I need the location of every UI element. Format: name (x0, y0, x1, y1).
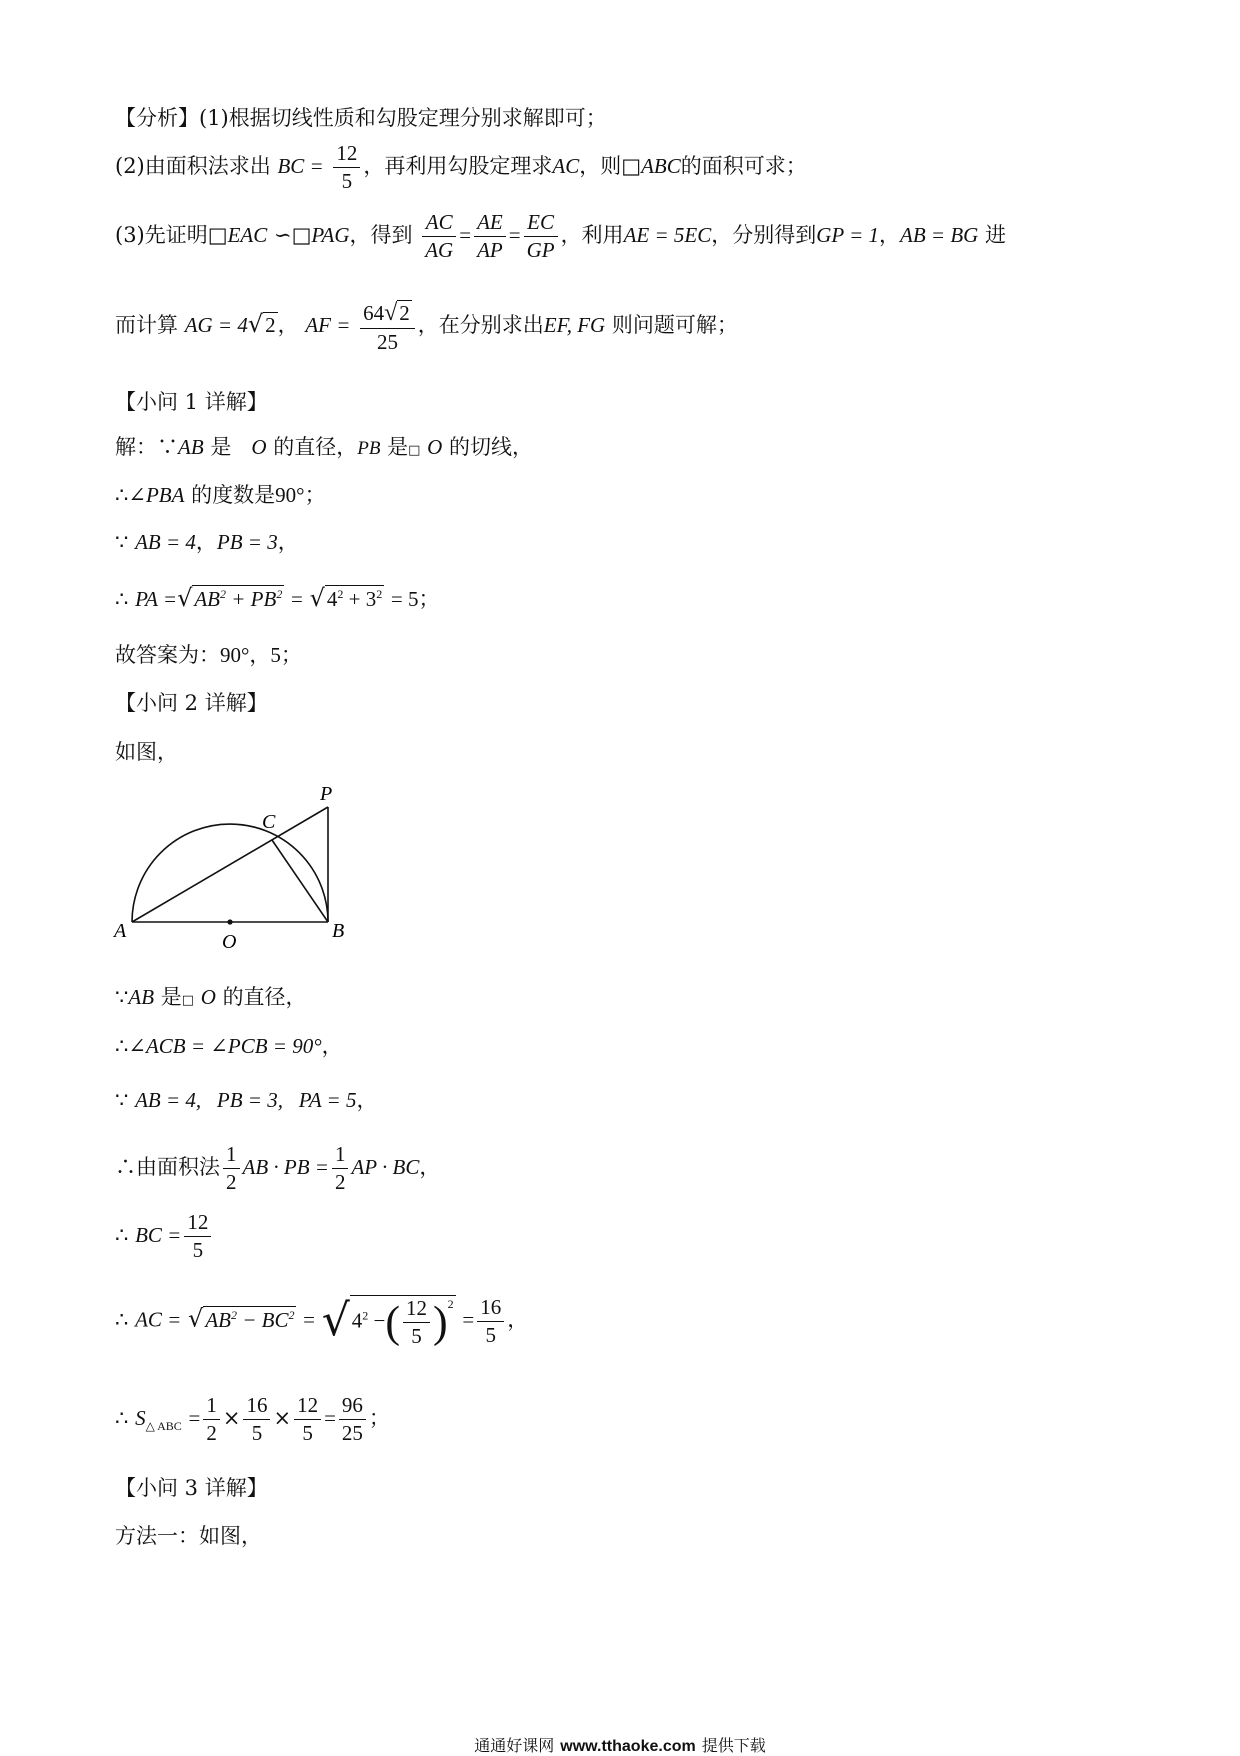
q2-step-6: ∴ AC = $√AB^2 - BC^2 = √4^2$ −( $\frac{12}{5}$ )$^2$ = $\frac{16}{5}$ ， (115, 1294, 529, 1348)
center-o-point (227, 919, 232, 924)
fraction: $\frac{1}{2}$ (203, 1395, 220, 1444)
q3-method: 方法一：如图， (115, 1524, 262, 1548)
analysis-line-3: (3)先证明□EAC ∽□PAG，得到 $\frac{AC}{AG}$ = $\frac{AE}{AP}$ = $\frac{EC}{GP}$ ，利用AE = 5EC，分别得到GP = 1，AB = BG 进 (115, 210, 1007, 262)
fraction: $\frac{1}{2}$ (223, 1144, 240, 1193)
footer-download: 提供下载 (701, 1736, 766, 1755)
q2-as-figure: 如图， (115, 740, 178, 764)
q1-step-2: ∴∠PBA 的度数是90°； (115, 483, 326, 507)
footer-url[interactable]: www.tthaoke.com (560, 1738, 696, 1755)
q2-step-4: ∴由面积法 $\frac{1}{2}$ AB · PB = $\frac{1}{2}$ AP · BC， (115, 1142, 441, 1194)
fraction: $\frac{64√2}{25}$ (360, 300, 415, 353)
fraction: $\frac{16}{5}$ (243, 1395, 270, 1444)
analysis-heading: 【分析】 (115, 106, 199, 130)
q2-step-2: ∴∠ACB = ∠PCB = 90°， (115, 1034, 343, 1058)
q2-step-7: ∴ $S_{\triangle ABC}$ = $\frac{1}{2}$ × $\frac{16}{5}$ × $\frac{12}{5}$ = $\frac{96}{25}$ ； (115, 1393, 390, 1445)
geometry-figure (110, 780, 370, 960)
fraction: $\frac{AC}{AG}$ (422, 212, 456, 261)
label-o: O (222, 931, 237, 953)
analysis-line-4: 而计算 AG = 4√2， AF = $\frac{64√2}{25}$ ，在分别求出EF, FG 则问题可解； (115, 300, 738, 354)
label-p: P (320, 783, 333, 805)
analysis-line-1: 【分析】(1)根据切线性质和勾股定理分别求解即可； (115, 106, 607, 130)
fraction: $\frac{16}{5}$ (477, 1297, 504, 1346)
fraction: $\frac{AE}{AP}$ (474, 212, 506, 261)
label-a: A (114, 920, 127, 942)
q3-heading: 【小问 3 详解】 (115, 1476, 268, 1500)
q1-answer: 故答案为：90°，5； (115, 643, 302, 667)
q2-step-1: ∵AB 是□ O 的直径， (115, 985, 307, 1009)
q1-step-3: ∵ AB = 4，PB = 3， (115, 530, 299, 554)
page-footer (0, 1733, 1240, 1756)
fraction: $\frac{12}{5}$ (403, 1298, 430, 1347)
fraction: $\frac{96}{25}$ (339, 1395, 366, 1444)
label-b: B (332, 920, 345, 942)
q1-heading: 【小问 1 详解】 (115, 390, 268, 414)
q2-heading: 【小问 2 详解】 (115, 691, 268, 715)
fraction: $\frac{12}{5}$ (184, 1212, 211, 1261)
fraction: $\frac{EC}{GP}$ (524, 212, 558, 261)
fraction: $\frac{12}{5}$ (333, 143, 360, 192)
q1-step-1: 解：∵AB 是 O 的直径，PB 是□ O 的切线， (115, 435, 533, 459)
q2-step-5: ∴ BC = $\frac{12}{5}$ (115, 1212, 214, 1261)
fraction: $\frac{12}{5}$ (294, 1395, 321, 1444)
fraction: $\frac{1}{2}$ (332, 1144, 349, 1193)
q2-step-3: ∵ AB = 4, PB = 3, PA = 5， (115, 1088, 378, 1112)
label-c: C (262, 811, 276, 833)
footer-site-name: 通通好课网 (474, 1736, 555, 1755)
semicircle-arc (132, 824, 328, 922)
analysis-line-2: (2)由面积法求出 BC = $\frac{12}{5}$ ，再利用勾股定理求AC，则□ABC的面积可求； (115, 141, 807, 193)
q1-step-4: ∴ PA $=√AB^2 + PB^2 = √4^2 + 3^2 = 5$； (115, 584, 440, 612)
